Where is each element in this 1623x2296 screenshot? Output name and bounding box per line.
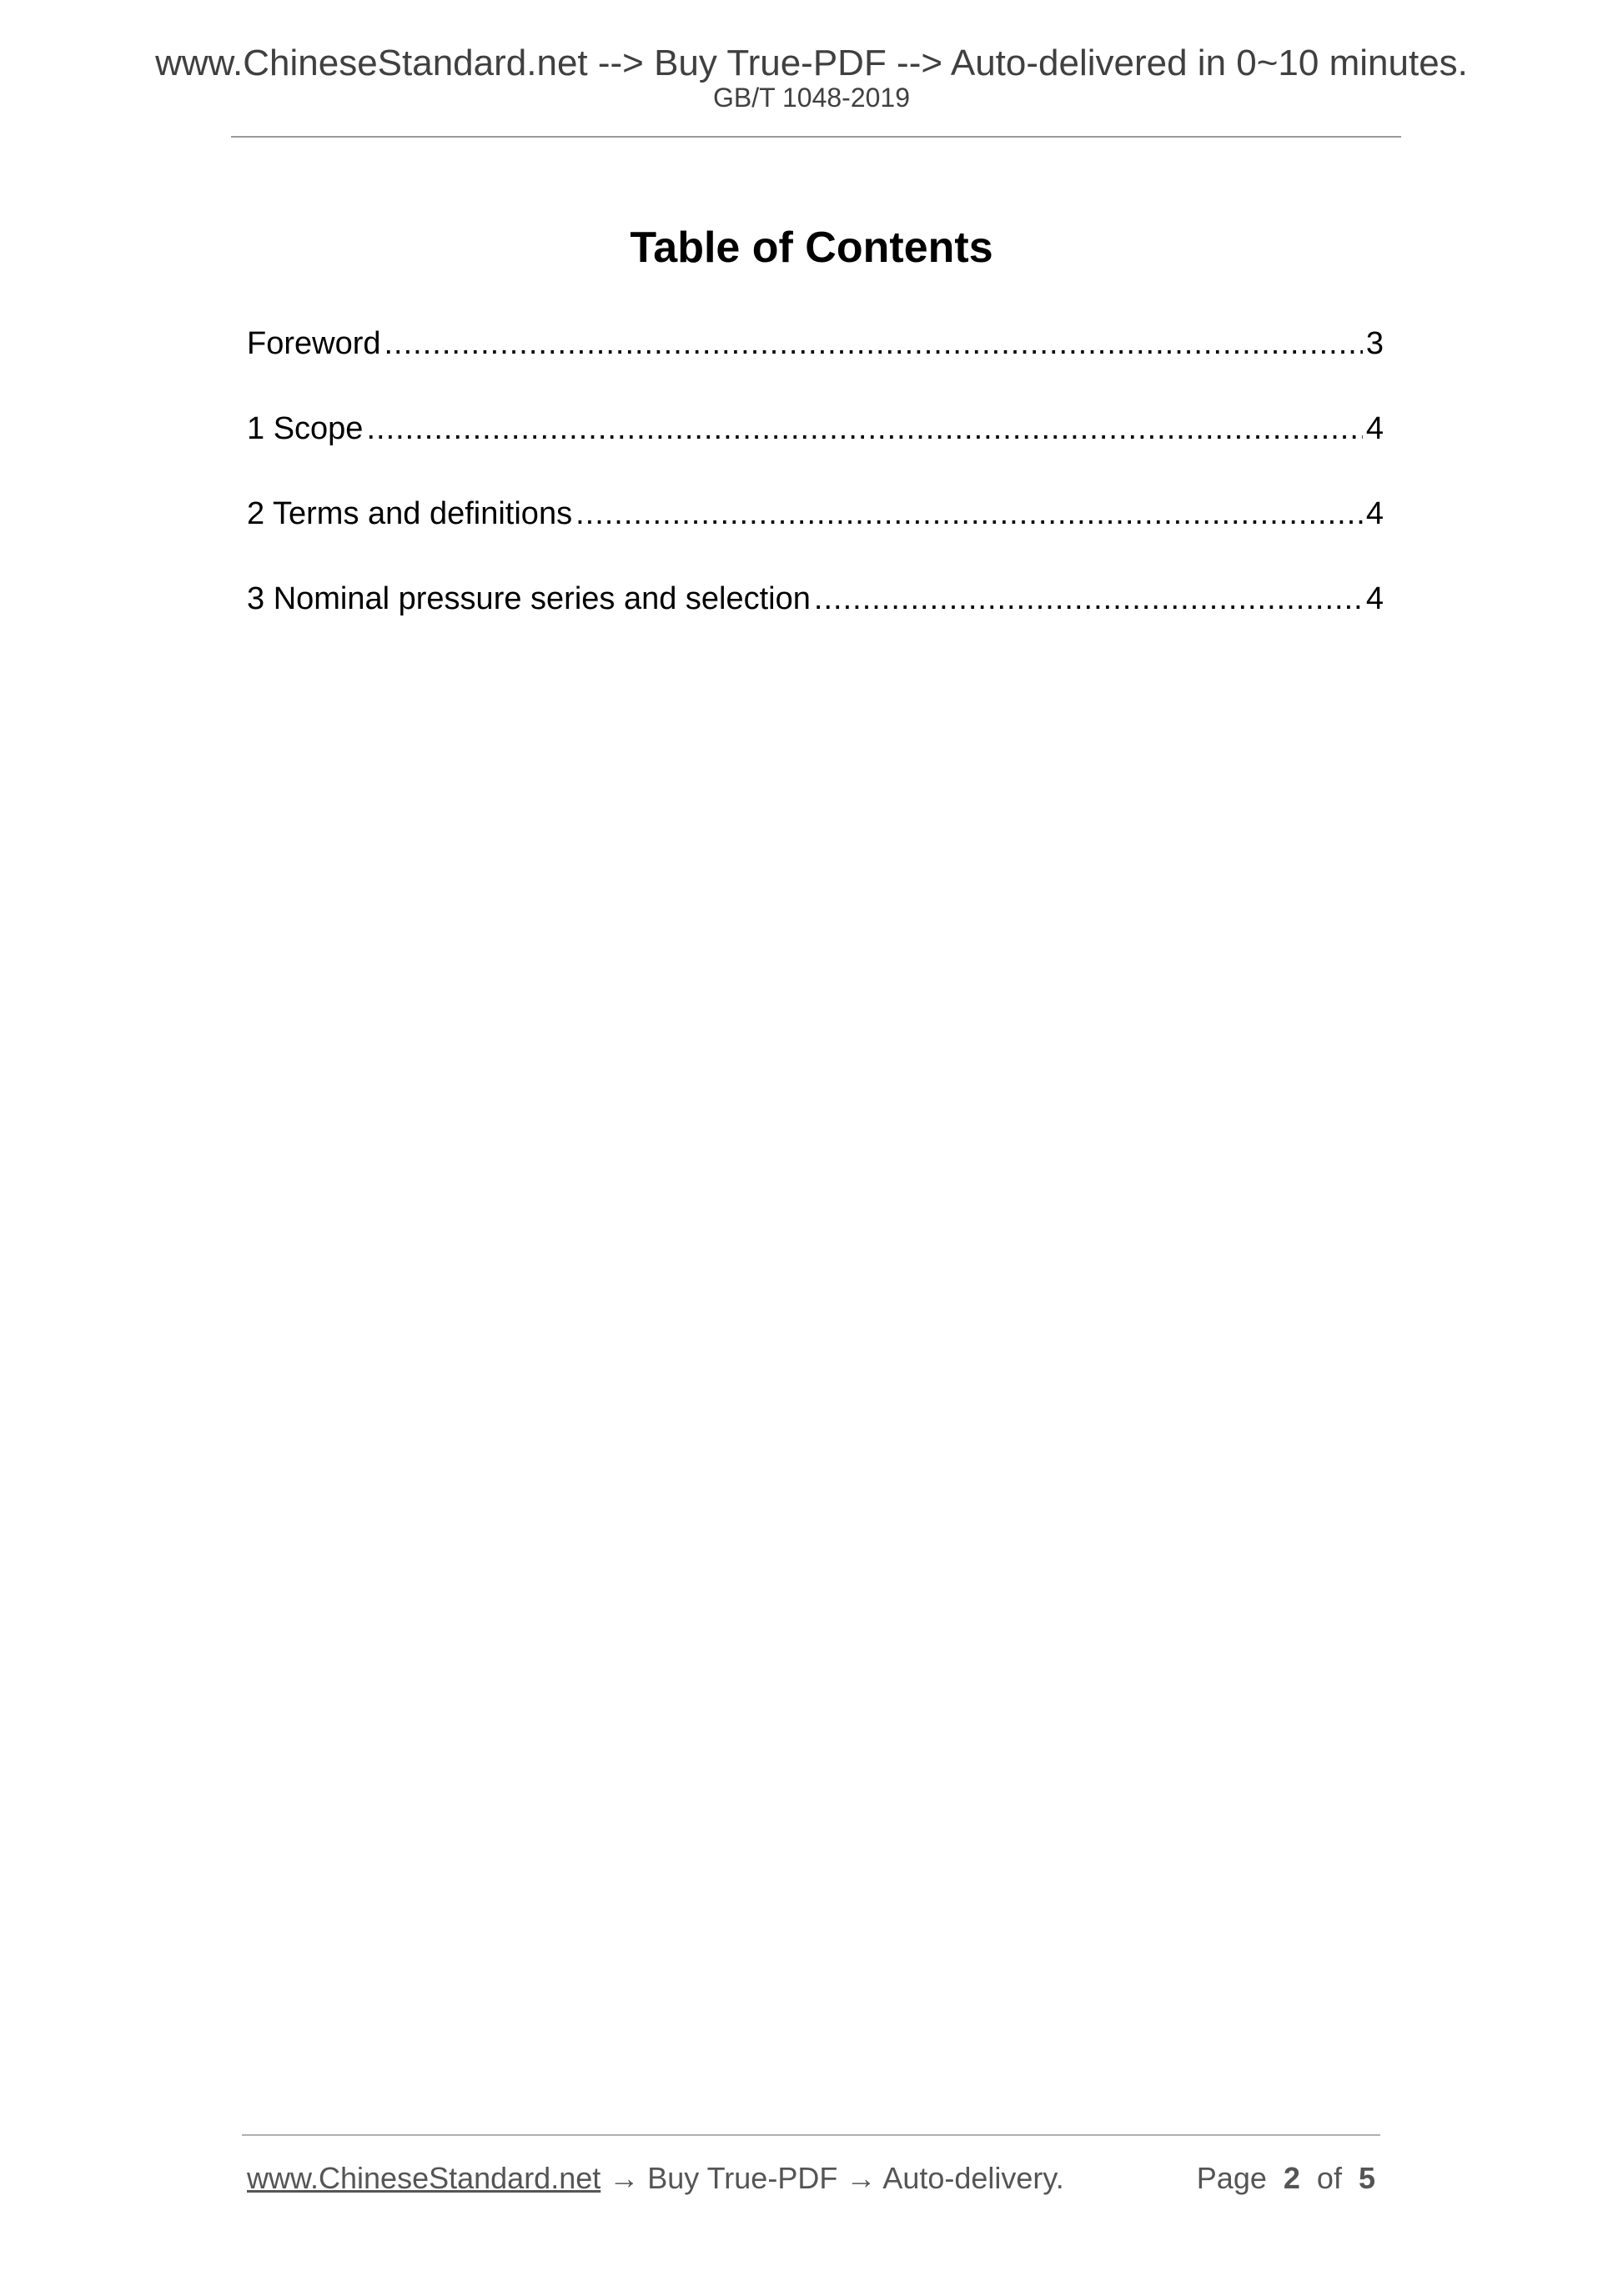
footer-left	[247, 2158, 1064, 2198]
toc-dot-leader	[814, 579, 1363, 619]
toc-entry-scope[interactable]	[247, 409, 1384, 494]
toc-entry-label: 3 Nominal pressure series and selection	[247, 581, 811, 616]
site-banner: www.ChineseStandard.net --> Buy True-PDF --> Auto-delivered in 0~10 minutes.	[155, 43, 1468, 83]
footer-tagline: → Buy True-PDF → Auto-delivery.	[600, 2161, 1064, 2195]
toc-entry-label: 1 Scope	[247, 411, 364, 446]
footer-divider	[242, 2134, 1380, 2136]
page-prefix: Page	[1196, 2161, 1267, 2195]
toc-entry-nominal-pressure[interactable]	[247, 579, 1384, 664]
page-footer	[247, 2158, 1375, 2198]
header-divider	[231, 136, 1401, 138]
toc-dot-leader	[384, 324, 1363, 364]
toc-entry-page: 3	[1365, 326, 1384, 361]
page-number	[1197, 2158, 1375, 2198]
standard-code: GB/T 1048-2019	[712, 83, 910, 113]
toc-title: Table of Contents	[630, 223, 993, 272]
toc-entry-terms[interactable]	[247, 494, 1384, 579]
toc-entry-foreword[interactable]	[247, 324, 1384, 409]
toc-entry-label: 2 Terms and definitions	[247, 496, 573, 531]
page-of: of	[1316, 2161, 1342, 2195]
toc-dot-leader	[575, 494, 1363, 534]
footer-site-link[interactable]: www.ChineseStandard.net	[247, 2161, 601, 2195]
toc-entry-page: 4	[1365, 581, 1384, 616]
toc-entry-label: Foreword	[247, 326, 381, 361]
page-current: 2	[1283, 2161, 1300, 2195]
toc-dot-leader	[366, 409, 1362, 449]
toc-entry-page: 4	[1365, 496, 1384, 531]
toc-entry-page: 4	[1365, 411, 1384, 446]
page-total: 5	[1358, 2161, 1375, 2195]
table-of-contents	[247, 324, 1384, 664]
